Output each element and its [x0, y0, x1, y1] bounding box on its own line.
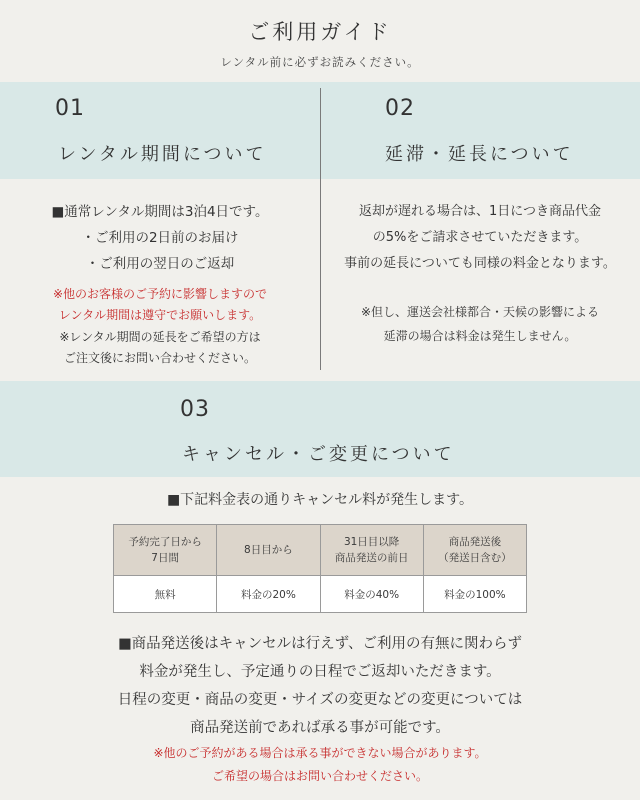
- section-3-number: 03: [180, 397, 210, 422]
- table-cell: 料金の20%: [217, 576, 320, 613]
- section-2-heading: 延滞・延長について: [385, 144, 574, 165]
- table-header-cell: 商品発送後 （発送日含む）: [423, 525, 526, 576]
- after-shipping-line: ■商品発送後はキャンセルは行えず、ご利用の有無に関わらず: [117, 636, 523, 652]
- page-subtitle: レンタル前に必ずお読みください。: [220, 55, 420, 69]
- warning-line-1: ※他のお客様のご予約に影響しますので: [52, 287, 268, 301]
- note-line-1: ※レンタル期間の延長をご希望の方は: [59, 330, 261, 344]
- charge-line: 料金が発生し、予定通りの日程でご返却いただきます。: [139, 664, 501, 680]
- table-header-cell: 予約完了日から 7日間: [114, 525, 217, 576]
- warning-line-1: ※他のご予約がある場合は承る事ができない場合があります。: [153, 746, 487, 760]
- section-1-number: 01: [55, 96, 85, 121]
- delivery-line: ・ご利用の2日前のお届け: [81, 230, 239, 246]
- section-1-heading: レンタル期間について: [58, 144, 267, 165]
- late-fee-line-1: 返却が遅れる場合は、1日につき商品代金: [358, 204, 601, 219]
- section-3-warning: [0, 742, 640, 788]
- table-cell: 料金の40%: [320, 576, 423, 613]
- section-1-note: [0, 327, 320, 369]
- change-line: 日程の変更・商品の変更・サイズの変更などの変更については: [117, 692, 523, 708]
- note-line-2: ご注文後にお問い合わせください。: [63, 351, 256, 365]
- table-header-cell: 31日目以降 商品発送の前日: [320, 525, 423, 576]
- section-2-number: 02: [385, 96, 415, 121]
- exception-line-2: 延滞の場合は料金は発生しません。: [383, 329, 577, 343]
- page-title: ご利用ガイド: [248, 20, 392, 44]
- rental-period-line: ■通常レンタル期間は3泊4日です。: [51, 204, 269, 220]
- cancel-fee-table: [113, 524, 527, 613]
- section-1-body: [0, 199, 320, 277]
- section-2-body: [320, 199, 640, 277]
- extension-line: 事前の延長についても同様の料金となります。: [344, 256, 616, 271]
- warning-line-2: ご希望の場合はお問い合わせください。: [211, 769, 428, 783]
- table-header-cell: 8日目から: [217, 525, 320, 576]
- page-header: [0, 0, 640, 82]
- before-shipping-line: 商品発送前であれば承る事が可能です。: [190, 720, 450, 736]
- exception-line-1: ※但し、運送会社様都合・天候の影響による: [360, 305, 600, 319]
- section-2-note: [320, 300, 640, 348]
- cancel-fee-intro: ■下記料金表の通りキャンセル料が発生します。: [166, 492, 474, 508]
- section-3-heading: キャンセル・ご変更について: [182, 444, 455, 465]
- section-1-warning: [0, 284, 320, 326]
- section-3-body: [0, 630, 640, 742]
- table-header-row: [114, 525, 527, 576]
- late-fee-line-2: の5%をご請求させていただきます。: [372, 230, 588, 245]
- table-cell: 料金の100%: [423, 576, 526, 613]
- return-line: ・ご利用の翌日のご返却: [85, 256, 235, 272]
- table-cell: 無料: [114, 576, 217, 613]
- table-row: [114, 576, 527, 613]
- warning-line-2: レンタル期間は遵守でお願いします。: [58, 308, 262, 322]
